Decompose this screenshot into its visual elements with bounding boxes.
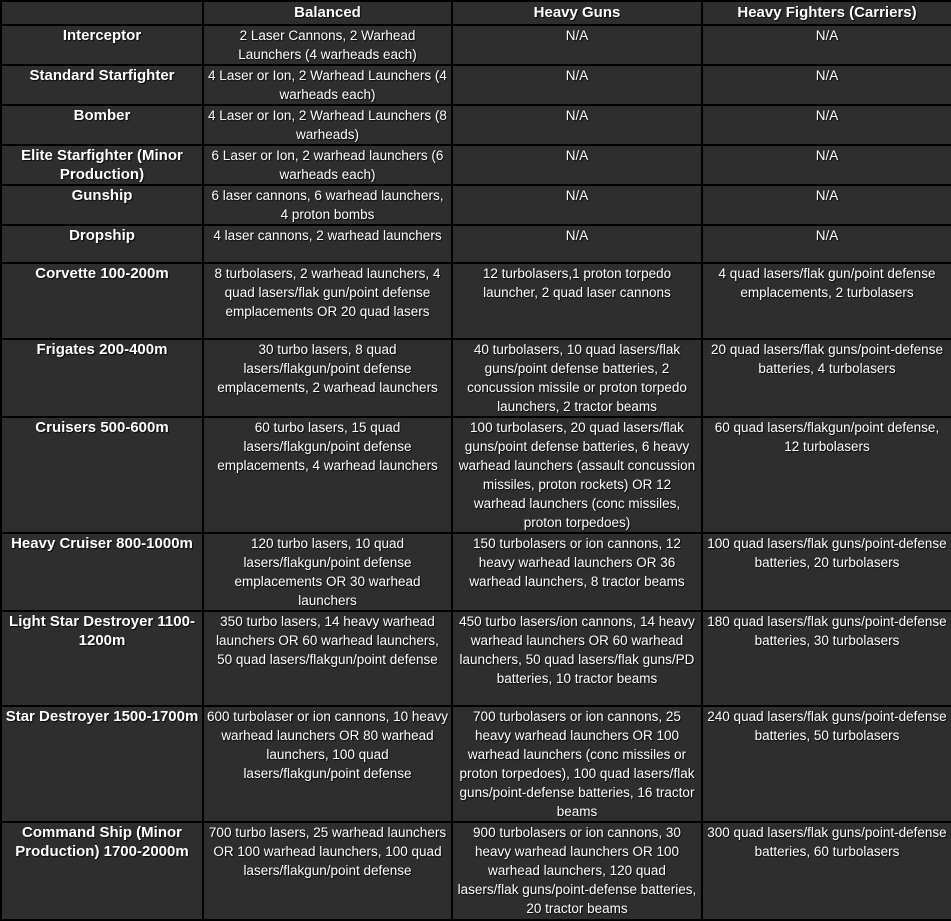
balanced-cell: 4 Laser or Ion, 2 Warhead Launchers (4 warheads each)	[203, 65, 452, 105]
balanced-cell: 30 turbo lasers, 8 quad lasers/flakgun/point defense emplacements, 2 warhead launchers	[203, 339, 452, 417]
table-row	[1, 185, 951, 225]
heavy-fighters-cell: 240 quad lasers/flak guns/point-defense batteries, 50 turbolasers	[702, 706, 951, 822]
heavy-fighters-cell: 300 quad lasers/flak guns/point-defense batteries, 60 turbolasers	[702, 822, 951, 920]
balanced-cell: 700 turbo lasers, 25 warhead launchers OR 100 warhead launchers, 100 quad lasers/flakgun/point defense	[203, 822, 452, 920]
heavy-guns-cell: N/A	[452, 225, 702, 263]
balanced-cell: 8 turbolasers, 2 warhead launchers, 4 quad lasers/flak gun/point defense emplacements OR 20 quad lasers	[203, 263, 452, 339]
ship-name-cell: Dropship	[1, 225, 203, 263]
table-row	[1, 822, 951, 920]
table-row	[1, 225, 951, 263]
balanced-cell: 60 turbo lasers, 15 quad lasers/flakgun/point defense emplacements, 4 warhead launchers	[203, 417, 452, 533]
ship-name-cell: Command Ship (Minor Production) 1700-2000m	[1, 822, 203, 920]
table-row	[1, 417, 951, 533]
ship-name-cell: Interceptor	[1, 25, 203, 65]
table-row	[1, 145, 951, 185]
heavy-guns-cell: N/A	[452, 25, 702, 65]
heavy-fighters-cell: 4 quad lasers/flak gun/point defense emplacements, 2 turbolasers	[702, 263, 951, 339]
column-header-balanced: Balanced	[203, 1, 452, 25]
balanced-cell: 4 laser cannons, 2 warhead launchers	[203, 225, 452, 263]
table-row	[1, 263, 951, 339]
heavy-guns-cell: 700 turbolasers or ion cannons, 25 heavy warhead launchers OR 100 warhead launchers (conc missiles or proton torpedoes), 100 quad lasers/flak guns/point-defense batteries, 16 tractor beams	[452, 706, 702, 822]
table-row	[1, 105, 951, 145]
heavy-guns-cell: N/A	[452, 105, 702, 145]
ship-name-cell: Corvette 100-200m	[1, 263, 203, 339]
heavy-fighters-cell: N/A	[702, 65, 951, 105]
balanced-cell: 6 Laser or Ion, 2 warhead launchers (6 warheads each)	[203, 145, 452, 185]
heavy-fighters-cell: 60 quad lasers/flakgun/point defense, 12 turbolasers	[702, 417, 951, 533]
ship-name-cell: Light Star Destroyer 1100-1200m	[1, 611, 203, 706]
heavy-fighters-cell: N/A	[702, 105, 951, 145]
heavy-guns-cell: N/A	[452, 185, 702, 225]
heavy-guns-cell: 12 turbolasers,1 proton torpedo launcher, 2 quad laser cannons	[452, 263, 702, 339]
table-row	[1, 65, 951, 105]
heavy-fighters-cell: 100 quad lasers/flak guns/point-defense batteries, 20 turbolasers	[702, 533, 951, 611]
balanced-cell: 600 turbolaser or ion cannons, 10 heavy warhead launchers OR 80 warhead launchers, 100 quad lasers/flakgun/point defense	[203, 706, 452, 822]
heavy-fighters-cell: N/A	[702, 145, 951, 185]
ship-name-cell: Bomber	[1, 105, 203, 145]
heavy-fighters-cell: 180 quad lasers/flak guns/point-defense batteries, 30 turbolasers	[702, 611, 951, 706]
balanced-cell: 350 turbo lasers, 14 heavy warhead launchers OR 60 warhead launchers, 50 quad lasers/flakgun/point defense	[203, 611, 452, 706]
balanced-cell: 2 Laser Cannons, 2 Warhead Launchers (4 warheads each)	[203, 25, 452, 65]
heavy-guns-cell: 450 turbo lasers/ion cannons, 14 heavy warhead launchers OR 60 warhead launchers, 50 quad lasers/flak guns/PD batteries, 10 tractor beams	[452, 611, 702, 706]
heavy-guns-cell: N/A	[452, 145, 702, 185]
balanced-cell: 120 turbo lasers, 10 quad lasers/flakgun/point defense emplacements OR 30 warhead launchers	[203, 533, 452, 611]
header-row	[1, 1, 951, 25]
heavy-fighters-cell: N/A	[702, 225, 951, 263]
table-row	[1, 533, 951, 611]
heavy-guns-cell: 100 turbolasers, 20 quad lasers/flak guns/point defense batteries, 6 heavy warhead launchers (assault concussion missiles, proton rockets) OR 12 warhead launchers (conc missiles, proton torpedoes)	[452, 417, 702, 533]
table-row	[1, 706, 951, 822]
column-header-heavy-fighters: Heavy Fighters (Carriers)	[702, 1, 951, 25]
column-header-heavy-guns: Heavy Guns	[452, 1, 702, 25]
ship-name-cell: Elite Starfighter (Minor Production)	[1, 145, 203, 185]
heavy-guns-cell: 900 turbolasers or ion cannons, 30 heavy warhead launchers OR 100 warhead launchers, 120 quad lasers/flak guns/point-defense batteries, 20 tractor beams	[452, 822, 702, 920]
ship-name-cell: Heavy Cruiser 800-1000m	[1, 533, 203, 611]
balanced-cell: 4 Laser or Ion, 2 Warhead Launchers (8 warheads)	[203, 105, 452, 145]
heavy-fighters-cell: N/A	[702, 185, 951, 225]
heavy-guns-cell: 40 turbolasers, 10 quad lasers/flak guns/point defense batteries, 2 concussion missile or proton torpedo launchers, 2 tractor beams	[452, 339, 702, 417]
ship-name-cell: Standard Starfighter	[1, 65, 203, 105]
heavy-guns-cell: N/A	[452, 65, 702, 105]
table-row	[1, 25, 951, 65]
ship-name-cell: Frigates 200-400m	[1, 339, 203, 417]
heavy-fighters-cell: 20 quad lasers/flak guns/point-defense batteries, 4 turbolasers	[702, 339, 951, 417]
table-row	[1, 339, 951, 417]
heavy-guns-cell: 150 turbolasers or ion cannons, 12 heavy warhead launchers OR 36 warhead launchers, 8 tractor beams	[452, 533, 702, 611]
heavy-fighters-cell: N/A	[702, 25, 951, 65]
balanced-cell: 6 laser cannons, 6 warhead launchers, 4 proton bombs	[203, 185, 452, 225]
column-header-ship	[1, 1, 203, 25]
table-row	[1, 611, 951, 706]
ship-name-cell: Star Destroyer 1500-1700m	[1, 706, 203, 822]
ship-name-cell: Gunship	[1, 185, 203, 225]
ship-name-cell: Cruisers 500-600m	[1, 417, 203, 533]
